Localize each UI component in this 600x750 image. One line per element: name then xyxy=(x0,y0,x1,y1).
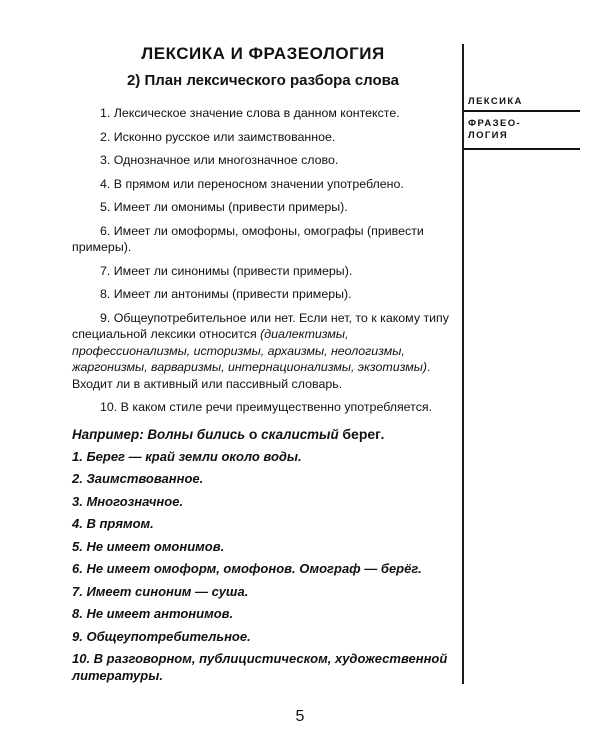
side-divider xyxy=(464,148,580,150)
plan-item: 5. Имеет ли омонимы (привести примеры). xyxy=(100,200,348,214)
example-preposition: о xyxy=(248,425,258,442)
side-tag-phraseology-part2: ЛОГИЯ xyxy=(468,130,509,141)
section-title: 2) План лексического разбора слова xyxy=(126,72,400,89)
answer-item: 7. Имеет синоним — суша. xyxy=(72,583,249,599)
side-divider xyxy=(464,110,580,112)
answer-item: 9. Общеупотребительное. xyxy=(72,628,251,644)
plan-item: 4. В прямом или переносном значении употреблено. xyxy=(100,176,404,191)
answer-item: 3. Многозначное. xyxy=(72,493,184,509)
plan-item-9-text: 9. Общеупотребительное или нет. Если нет, то к какому типу специальной лексики относится xyxy=(72,310,449,341)
example-answers-list xyxy=(72,448,454,685)
plan-item: 10. В каком стиле речи преимущественно употребляется. xyxy=(100,400,433,414)
plan-item xyxy=(72,310,454,393)
plan-item: 6. Имеет ли омоформы, омофоны, омографы (привести примеры). xyxy=(72,223,424,254)
answer-item: 5. Не имеет омонимов. xyxy=(72,538,225,554)
plan-item-9-tail: . Входит ли в активный или пассивный словарь. xyxy=(72,360,431,391)
answer-item: 1. Берег — край земли около воды. xyxy=(72,448,302,464)
plan-item: 3. Однозначное или многозначное слово. xyxy=(100,153,339,167)
example-mid: скалистый xyxy=(257,426,343,442)
plan-item: 2. Исконно русское или заимствованное. xyxy=(100,129,336,144)
side-tag-lexica: ЛЕКСИКА xyxy=(468,96,523,107)
plan-item: 7. Имеет ли синонимы (привести примеры). xyxy=(100,263,353,278)
answer-item: 4. В прямом. xyxy=(72,516,154,531)
answer-item: 10. В разговорном, публицистическом, художественной литературы. xyxy=(72,651,448,683)
example-heading xyxy=(72,426,454,442)
side-tag-phraseology-part1: ФРАЗЕО- xyxy=(468,118,522,129)
answer-item: 2. Заимствованное. xyxy=(72,471,204,486)
margin-rule xyxy=(462,44,464,684)
answer-item: 8. Не имеет антонимов. xyxy=(72,606,234,621)
analysis-plan-list xyxy=(72,105,454,416)
answer-item: 6. Не имеет омоформ, омофонов. Омограф — берёг. xyxy=(72,561,422,576)
main-content xyxy=(72,44,454,690)
plan-item-9-list: (диалектизмы, профессионализмы, историзмы, архаизмы, неологизмы, жаргонизмы, варваризмы, интернационализмы, экзотизмы) xyxy=(72,327,427,374)
example-end: . xyxy=(381,426,385,442)
plan-item: 8. Имеет ли антонимы (привести примеры). xyxy=(100,287,352,301)
example-lead: Например: Волны бились xyxy=(72,426,249,442)
side-tag-phraseology xyxy=(468,118,588,142)
page-number: 5 xyxy=(295,708,305,725)
plan-item: 1. Лексическое значение слова в данном контексте. xyxy=(100,106,400,120)
example-word: берег xyxy=(342,425,381,442)
chapter-title: ЛЕКСИКА И ФРАЗЕОЛОГИЯ xyxy=(141,44,385,63)
